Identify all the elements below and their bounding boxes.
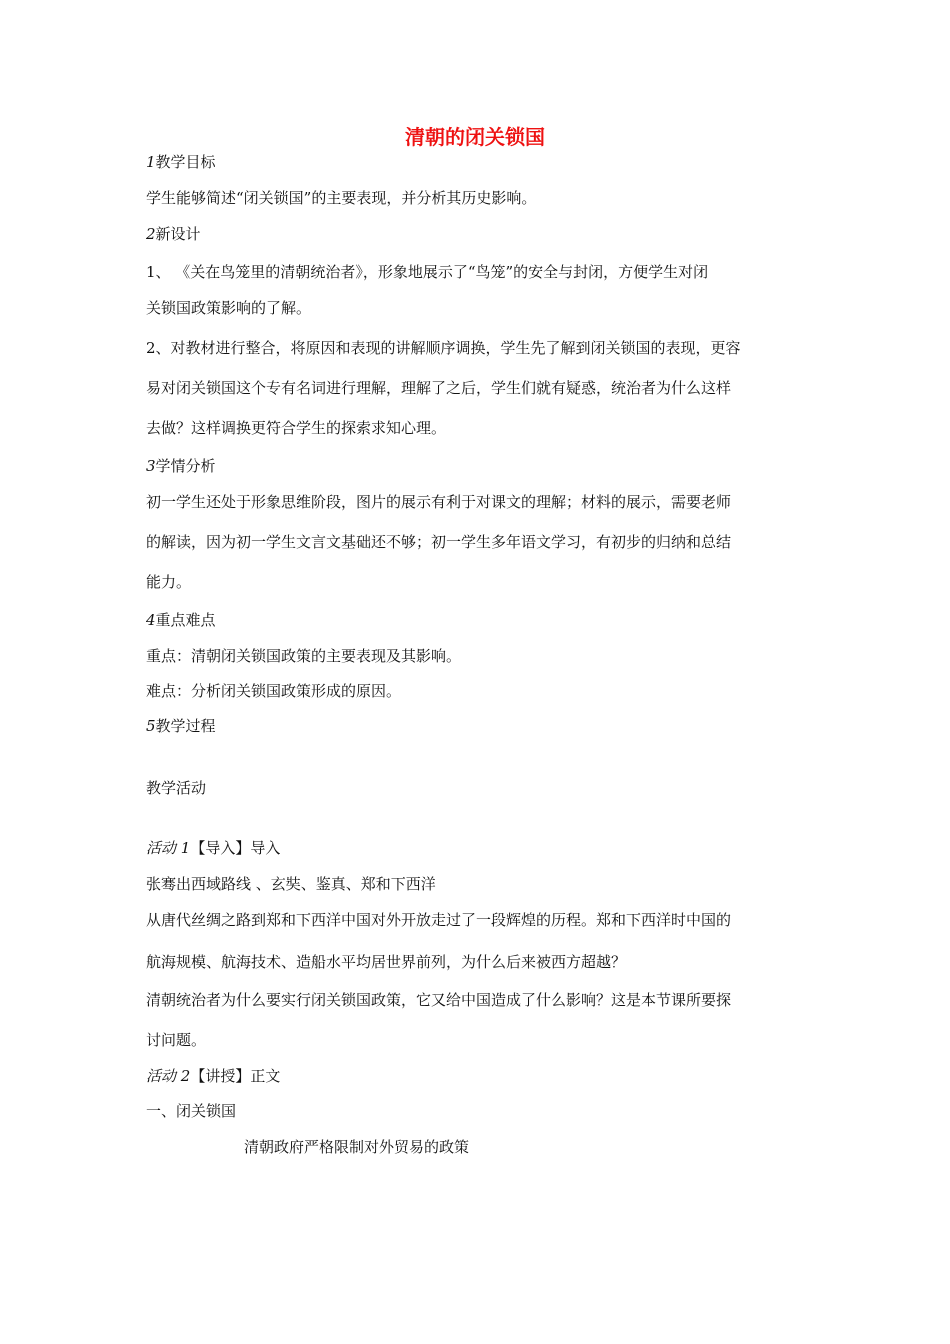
paragraph: 清朝政府严格限制对外贸易的政策 [244,1138,470,1156]
paragraph: 1、 《关在鸟笼里的清朝统治者》，形象地展示了“鸟笼”的安全与封闭，方便学生对闭 [146,263,709,281]
paragraph: 易对闭关锁国这个专有名词进行理解，理解了之后，学生们就有疑惑，统治者为什么这样 [146,379,732,397]
paragraph: 去做？这样调换更符合学生的探索求知心理。 [146,419,447,437]
paragraph: 张骞出西域路线 、玄奘、鉴真、郑和下西洋 [146,875,436,893]
paragraph: 难点：分析闭关锁国政策形成的原因。 [146,682,402,700]
document-title: 清朝的闭关锁国 [405,125,545,149]
paragraph: 学生能够简述“闭关锁国”的主要表现，并分析其历史影响。 [146,189,537,207]
paragraph: 清朝统治者为什么要实行闭关锁国政策，它又给中国造成了什么影响？这是本节课所要探 [146,991,732,1009]
paragraph: 重点：清朝闭关锁国政策的主要表现及其影响。 [146,647,462,665]
paragraph: 讨问题。 [146,1031,207,1049]
paragraph: 2、对教材进行整合，将原因和表现的讲解顺序调换，学生先了解到闭关锁国的表现，更容 [146,339,741,357]
section-heading-2: 2新设计 [146,225,201,243]
paragraph: 航海规模、航海技术、造船水平均居世界前列，为什么后来被西方超越？ [146,953,627,971]
activity-2-heading: 活动 2【讲授】正文 [146,1067,281,1085]
activity-1-heading: 活动 1【导入】导入 [146,839,281,857]
paragraph: 从唐代丝绸之路到郑和下西洋中国对外开放走过了一段辉煌的历程。郑和下西洋时中国的 [146,911,732,929]
section-heading-4: 4重点难点 [146,611,216,629]
subsection-heading: 一、闭关锁国 [146,1102,237,1120]
paragraph: 关锁国政策影响的了解。 [146,299,312,317]
paragraph: 初一学生还处于形象思维阶段，图片的展示有利于对课文的理解；材料的展示，需要老师 [146,493,732,511]
section-heading-5: 5教学过程 [146,717,216,735]
section-heading-1: 1教学目标 [146,153,216,171]
section-heading-3: 3学情分析 [146,457,216,475]
activities-label: 教学活动 [146,779,207,797]
paragraph: 的解读，因为初一学生文言文基础还不够；初一学生多年语文学习，有初步的归纳和总结 [146,533,732,551]
paragraph: 能力。 [146,573,192,591]
